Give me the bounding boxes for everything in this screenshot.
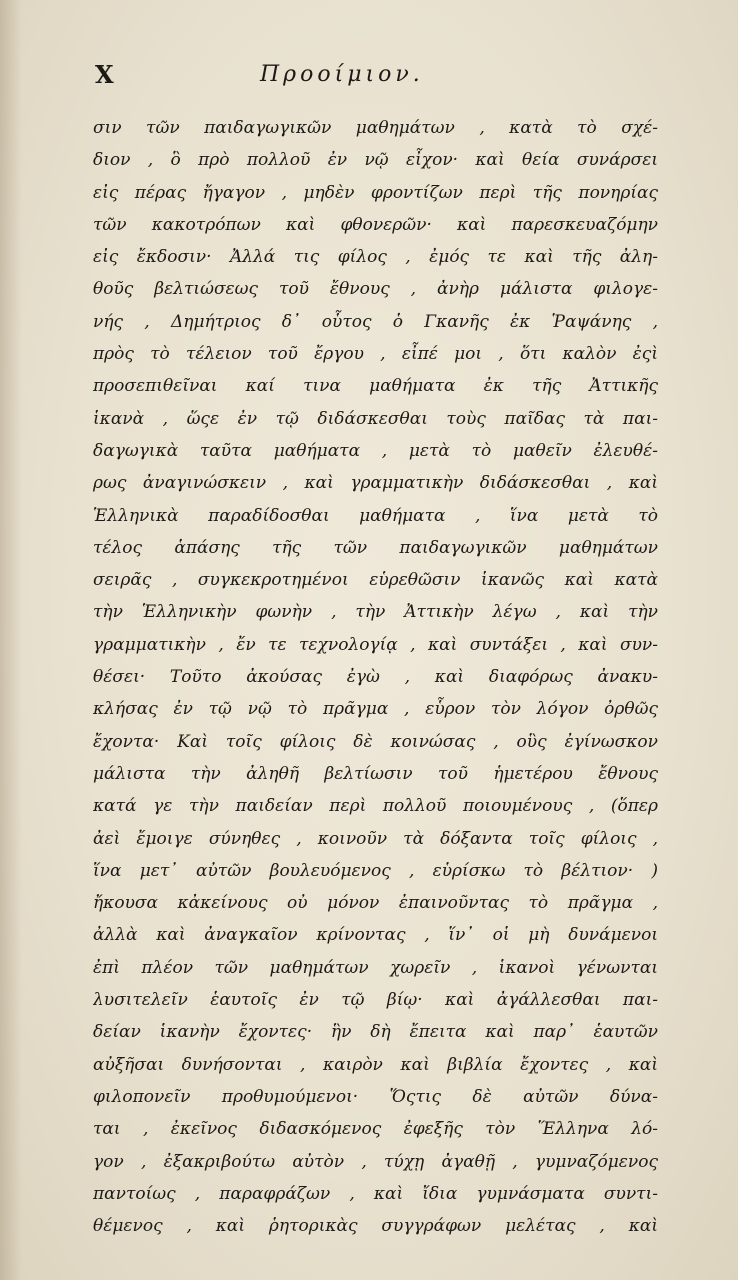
text-line: ἔχοντα· Καὶ τοῖς φίλοις δὲ κοινώσας , οὓς ἐγίνωσκον <box>93 731 658 752</box>
text-line: ἱκανὰ , ὥςε ἐν τῷ διδάσκεσθαι τοὺς παῖδας τὰ παι- <box>93 408 658 429</box>
page-number: X <box>95 60 115 89</box>
text-line: ρως ἀναγινώσκειν , καὶ γραμματικὴν διδάσκεσθαι , καὶ <box>93 473 658 494</box>
text-line: σειρᾶς , συγκεκροτημένοι εὑρεθῶσιν ἱκανῶς καὶ κατὰ <box>93 570 658 591</box>
text-line: ἀεὶ ἔμοιγε σύνηθες , κοινοῦν τὰ δόξαντα τοῖς φίλοις , <box>93 828 658 849</box>
text-line: κλήσας ἐν τῷ νῷ τὸ πρᾶγμα , εὗρον τὸν λόγον ὀρθῶς <box>93 699 658 720</box>
body-text <box>93 112 658 1242</box>
text-line: γον , ἐξακριβούτω αὐτὸν , τύχῃ ἀγαθῇ , γυμναζόμενος <box>93 1151 658 1172</box>
text-line: νής , Δημήτριος δ᾽ οὗτος ὁ Γκανῆς ἐκ Ῥαψάνης , <box>93 311 658 332</box>
text-line: σιν τῶν παιδαγωγικῶν μαθημάτων , κατὰ τὸ σχέ- <box>93 118 658 138</box>
text-line: ἵνα μετ᾽ αὐτῶν βουλευόμενος , εὑρίσκω τὸ βέλτιον· ) <box>93 860 658 881</box>
text-line: ἀλλὰ καὶ ἀναγκαῖον κρίνοντας , ἵν᾽ οἱ μὴ δυνάμενοι <box>93 925 658 946</box>
text-line: θέμενος , καὶ ῥητορικὰς συγγράφων μελέτας , καὶ <box>93 1216 658 1237</box>
text-line: τέλος ἁπάσης τῆς τῶν παιδαγωγικῶν μαθημάτων <box>93 537 658 558</box>
text-line: προσεπιθεῖναι καί τινα μαθήματα ἐκ τῆς Ἀττικῆς <box>93 376 658 397</box>
text-line: θέσει· Τοῦτο ἀκούσας ἐγὼ , καὶ διαφόρως ἀνακυ- <box>93 667 658 688</box>
text-line: Ἑλληνικὰ παραδίδοσθαι μαθήματα , ἵνα μετὰ τὸ <box>93 505 658 526</box>
text-line: πρὸς τὸ τέλειον τοῦ ἔργου , εἶπέ μοι , ὅτι καλὸν ἐςὶ <box>93 344 658 365</box>
text-line: φιλοπονεῖν προθυμούμενοι· Ὅςτις δὲ αὐτῶν δύνα- <box>93 1086 658 1107</box>
text-line: αὐξῆσαι δυνήσονται , καιρὸν καὶ βιβλία ἔχοντες , καὶ <box>93 1054 658 1075</box>
text-line: ται , ἐκεῖνος διδασκόμενος ἐφεξῆς τὸν Ἕλληνα λό- <box>93 1119 658 1140</box>
text-line: λυσιτελεῖν ἑαυτοῖς ἐν τῷ βίῳ· καὶ ἀγάλλεσθαι παι- <box>93 990 658 1011</box>
text-line: εἰς ἔκδοσιν· Ἀλλά τις φίλος , ἐμός τε καὶ τῆς ἀλη- <box>93 247 658 268</box>
text-line: εἰς πέρας ἤγαγον , μηδὲν φροντίζων περὶ τῆς πονηρίας <box>93 182 658 203</box>
text-line: θοῦς βελτιώσεως τοῦ ἔθνους , ἀνὴρ μάλιστα φιλογε- <box>93 279 658 300</box>
page-header <box>95 60 655 96</box>
text-line: παντοίως , παραφράζων , καὶ ἴδια γυμνάσματα συντι- <box>93 1183 658 1204</box>
text-line: γραμματικὴν , ἔν τε τεχνολογίᾳ , καὶ συντάξει , καὶ συν- <box>93 634 658 655</box>
text-line: τὴν Ἑλληνικὴν φωνὴν , τὴν Ἀττικὴν λέγω , καὶ τὴν <box>93 602 658 623</box>
running-title: Προοίμιον. <box>260 62 424 87</box>
text-line: ἤκουσα κἀκείνους οὐ μόνον ἐπαινοῦντας τὸ πρᾶγμα , <box>93 893 658 914</box>
text-line: δαγωγικὰ ταῦτα μαθήματα , μετὰ τὸ μαθεῖν ἐλευθέ- <box>93 440 658 461</box>
text-line: ἐπὶ πλέον τῶν μαθημάτων χωρεῖν , ἱκανοὶ γένωνται <box>93 957 658 978</box>
text-line: δείαν ἱκανὴν ἔχοντες· ἣν δὴ ἔπειτα καὶ παρ᾽ ἑαυτῶν <box>93 1022 658 1043</box>
text-line: μάλιστα τὴν ἀληθῆ βελτίωσιν τοῦ ἡμετέρου ἔθνους <box>93 763 658 784</box>
text-line: τῶν κακοτρόπων καὶ φθονερῶν· καὶ παρεσκευαζόμην <box>93 214 658 235</box>
text-line: διον , ὃ πρὸ πολλοῦ ἐν νῷ εἶχον· καὶ θεία συνάρσει <box>93 150 658 171</box>
text-line: κατά γε τὴν παιδείαν περὶ πολλοῦ ποιουμένους , (ὅπερ <box>93 796 658 817</box>
